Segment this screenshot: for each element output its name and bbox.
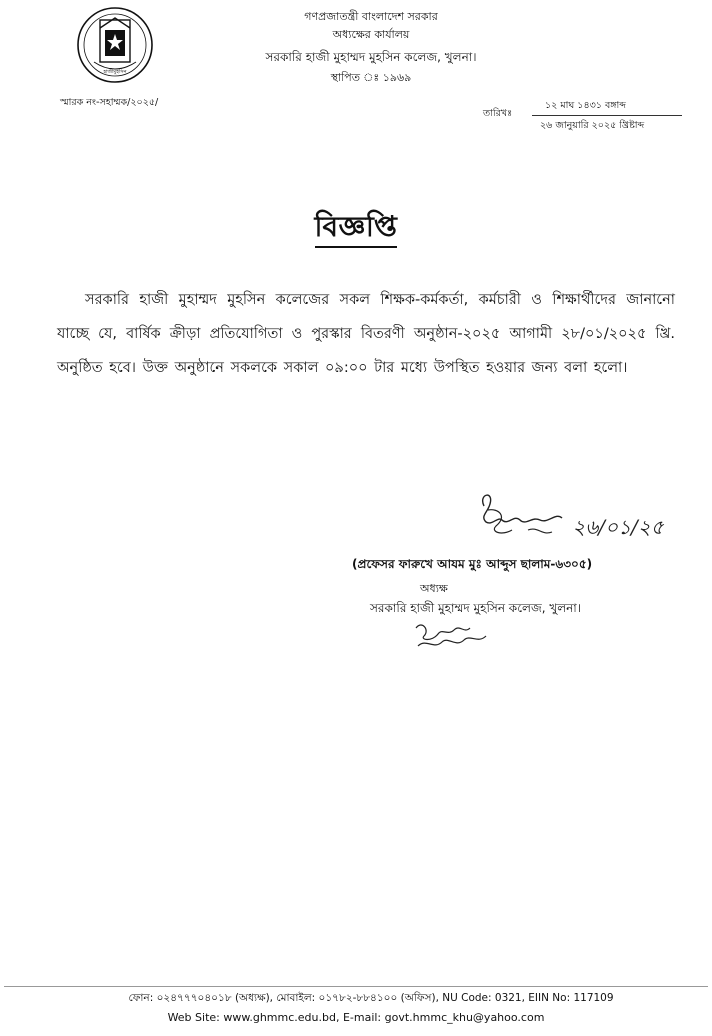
date-divider (532, 115, 682, 116)
established-year: স্থাপিত ঃ ১৯৬৯ (330, 71, 412, 84)
handwritten-date: ২৬/০১/২৫ (572, 515, 664, 539)
office-name: অধ্যক্ষের কার্যালয় (332, 28, 410, 41)
footer-divider (4, 986, 708, 987)
institution-name: সরকারি হাজী মুহাম্মদ মুহসিন কলেজ, খুলনা। (265, 50, 477, 64)
signer-institution: সরকারি হাজী মুহাম্মদ মুহসিন কলেজ, খুলনা। (370, 601, 582, 615)
date-english: ২৬ জানুয়ারি ২০২৫ খ্রিষ্টাব্দ (540, 120, 645, 131)
initials-icon (408, 616, 498, 656)
handwritten-signature-icon (468, 486, 683, 558)
notice-title (0, 210, 712, 248)
memo-number: স্মারক নং-সহাম্মক/২০২৫/ (60, 97, 159, 108)
svg-text:হাজীমুহসিন: হাজীমুহসিন (103, 69, 127, 75)
footer-web: Web Site: www.ghmmc.edu.bd, E-mail: govt.hmmc_khu@yahoo.com (167, 1011, 545, 1024)
signer-name: (প্রফেসর ফারুখে আযম মুঃ আব্দুস ছালাম-৬৩০৫) (352, 557, 593, 571)
government-name: গণপ্রজাতন্ত্রী বাংলাদেশ সরকার (304, 10, 438, 23)
notice-title-text: বিজ্ঞপ্তি (315, 210, 398, 248)
notice-body: সরকারি হাজী মুহাম্মদ মুহসিন কলেজের সকল শিক্ষক-কর্মকর্তা, কর্মচারী ও শিক্ষার্থীদের জানানো যাচ্ছে যে, বার্ষিক ক্রীড়া প্রতিযোগিতা ও পুরস্কার বিতরণী অনুষ্ঠান-২০২৫ আগামী ২৮/০১/২০২৫ খ্রি. অনুষ্ঠিত হবে। উক্ত অনুষ্ঠানে সকলকে সকাল ০৯:০০ টার মধ্যে উপস্থিত হওয়ার জন্য বলা হলো। (57, 292, 675, 376)
date-label: তারিখঃ (483, 108, 513, 119)
footer-contact: ফোন: ০২৪৭৭৭০৪০১৮ (অধ্যক্ষ), মোবাইল: ০১৭৮২-৮৮৪১০০ (অফিস), NU Code: 0321, EIIN No: 117109 (128, 992, 614, 1004)
date-bangla: ১২ মাঘ ১৪৩১ বঙ্গাব্দ (545, 100, 626, 111)
signer-designation: অধ্যক্ষ (420, 582, 448, 595)
